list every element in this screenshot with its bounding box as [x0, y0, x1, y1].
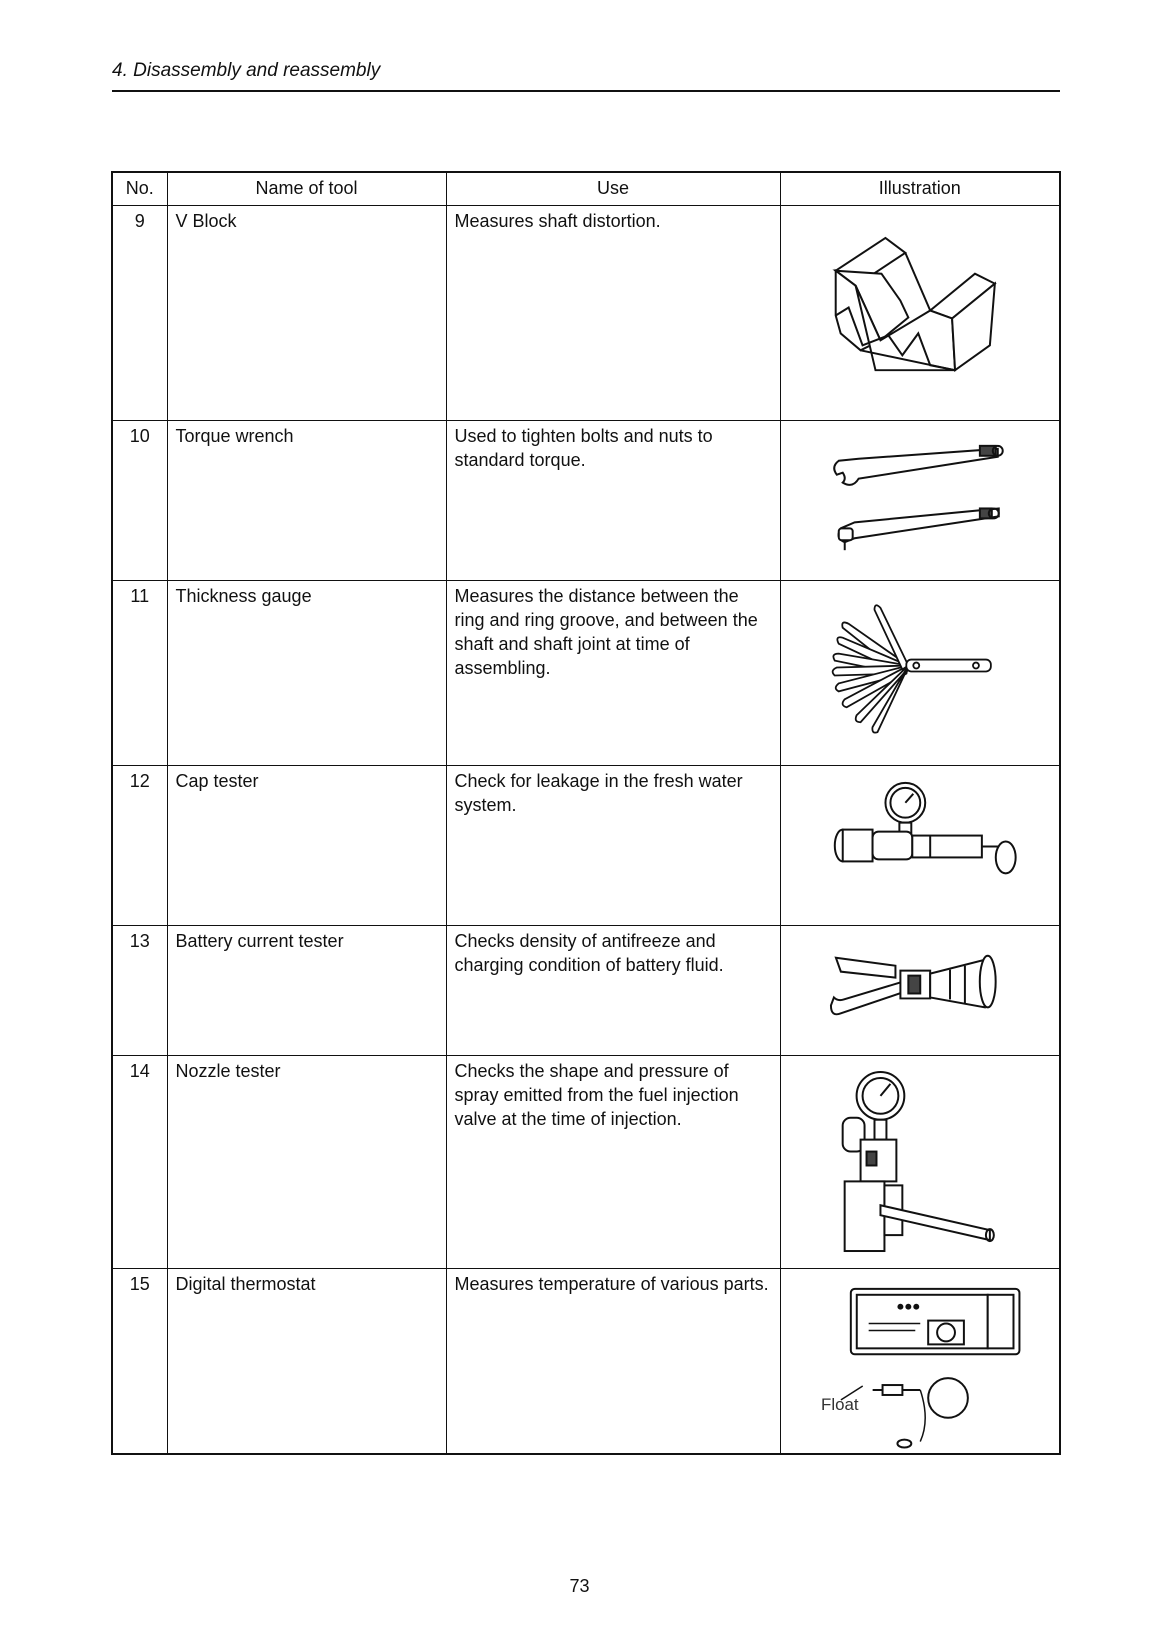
illustration-cell: [780, 581, 1060, 766]
tool-name: Torque wrench: [167, 421, 446, 581]
column-header-illustration: Illustration: [780, 172, 1060, 206]
row-number: 9: [112, 206, 167, 421]
illustration-cell: [780, 766, 1060, 926]
row-number: 11: [112, 581, 167, 766]
column-header-name: Name of tool: [167, 172, 446, 206]
illustration-cell: [780, 421, 1060, 581]
illustration-cell: [780, 1269, 1060, 1454]
tool-use: Checks density of antifreeze and charging condition of battery fluid.: [446, 926, 780, 1056]
section-title: 4. Disassembly and reassembly: [112, 60, 381, 81]
table-row: [112, 581, 1060, 766]
battery-tester-icon: [781, 926, 1060, 1055]
tool-use: Checks the shape and pressure of spray emitted from the fuel injection valve at the time of injection.: [446, 1056, 780, 1269]
table-row: [112, 206, 1060, 421]
tool-name: Digital thermostat: [167, 1269, 446, 1454]
tool-use: Check for leakage in the fresh water system.: [446, 766, 780, 926]
page-number: 73: [569, 1576, 590, 1596]
tool-name: Battery current tester: [167, 926, 446, 1056]
illustration-cell: [780, 206, 1060, 421]
torque-wrench-icon: [781, 421, 1060, 580]
illustration-cell: [780, 1056, 1060, 1269]
page-header: [112, 58, 1060, 92]
digital-thermostat-icon: [781, 1269, 1060, 1453]
float-label: Float: [820, 1394, 859, 1414]
tool-name: V Block: [167, 206, 446, 421]
row-number: 12: [112, 766, 167, 926]
tool-name: Cap tester: [167, 766, 446, 926]
row-number: 15: [112, 1269, 167, 1454]
tool-name: Nozzle tester: [167, 1056, 446, 1269]
table-row: [112, 1056, 1060, 1269]
row-number: 13: [112, 926, 167, 1056]
table-header-row: [112, 172, 1060, 206]
illustration-cell: [780, 926, 1060, 1056]
tools-table: [111, 171, 1061, 1455]
table-row: [112, 1269, 1060, 1454]
tool-use: Used to tighten bolts and nuts to standard torque.: [446, 421, 780, 581]
row-number: 10: [112, 421, 167, 581]
cap-tester-icon: [781, 766, 1060, 925]
thickness-gauge-icon: [781, 581, 1060, 765]
tool-name: Thickness gauge: [167, 581, 446, 766]
table-row: [112, 766, 1060, 926]
column-header-use: Use: [446, 172, 780, 206]
v-block-icon: [781, 206, 1060, 420]
row-number: 14: [112, 1056, 167, 1269]
tool-use: Measures temperature of various parts.: [446, 1269, 780, 1454]
table-row: [112, 421, 1060, 581]
column-header-no: No.: [112, 172, 167, 206]
tool-use: Measures the distance between the ring and ring groove, and between the shaft and shaft joint at time of assembling.: [446, 581, 780, 766]
tool-use: Measures shaft distortion.: [446, 206, 780, 421]
table-row: [112, 926, 1060, 1056]
nozzle-tester-icon: [781, 1056, 1060, 1268]
